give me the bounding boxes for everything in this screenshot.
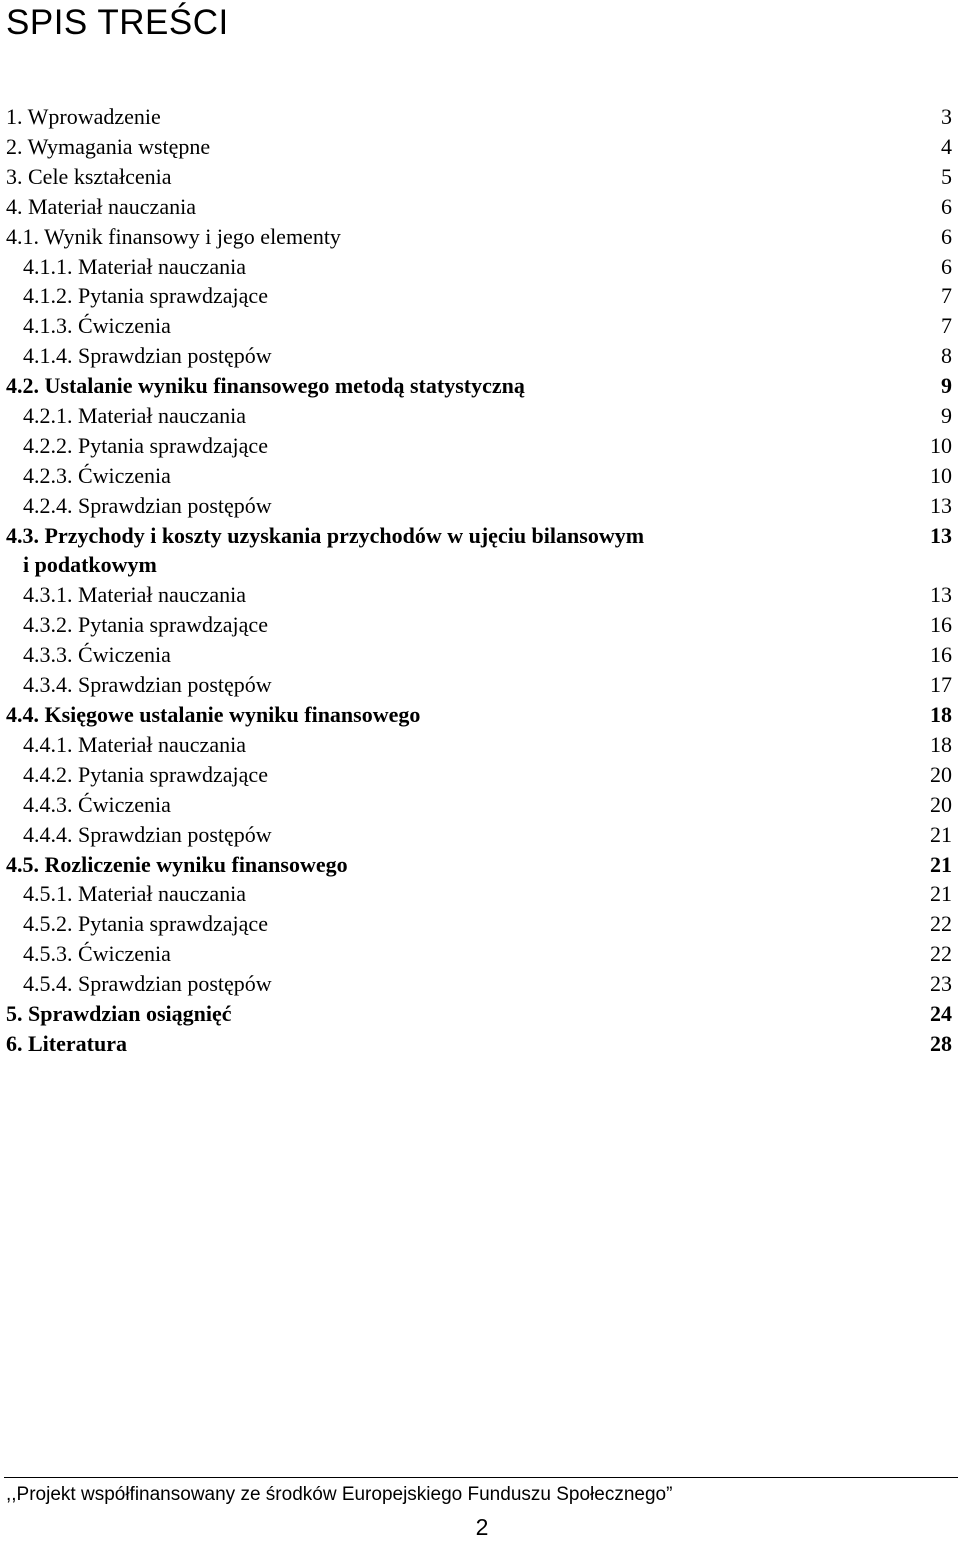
toc-entry-page: 5: [941, 163, 952, 189]
toc-entry[interactable]: [0, 341, 960, 371]
toc-entry[interactable]: [0, 132, 960, 162]
toc-entry-label: 4.5.2. Pytania sprawdzające: [23, 911, 268, 937]
toc-entry-page: 13: [930, 522, 952, 548]
toc-entry[interactable]: [0, 401, 960, 431]
toc-entry-label: 4.5.1. Materiał nauczania: [23, 881, 246, 907]
toc-entry-label: 4.2.2. Pytania sprawdzające: [23, 432, 268, 458]
toc-entry-page: 4: [941, 133, 952, 159]
toc-entry-page: 16: [930, 642, 952, 668]
toc-entry-page: 23: [930, 971, 952, 997]
toc-entry-page: 20: [930, 791, 952, 817]
toc-entry[interactable]: [0, 999, 960, 1029]
toc-entry-label: 4.5. Rozliczenie wyniku finansowego: [6, 851, 348, 877]
toc-entry[interactable]: [0, 521, 960, 551]
toc-entry-page: 6: [941, 223, 952, 249]
toc-entry-label: 4.2.4. Sprawdzian postępów: [23, 492, 272, 518]
toc-entry-label: 4.4.2. Pytania sprawdzające: [23, 761, 268, 787]
toc-entry-label: 4.1.4. Sprawdzian postępów: [23, 343, 272, 369]
toc-entry-label: 4.3. Przychody i koszty uzyskania przychodów w ujęciu bilansowym: [6, 522, 645, 548]
toc-entry-page: 21: [930, 851, 952, 877]
toc-entry[interactable]: [0, 491, 960, 521]
toc-entry-label: 4.4.1. Materiał nauczania: [23, 731, 246, 757]
toc-entry-page: 3: [941, 104, 952, 129]
toc-entry-label: 4.3.4. Sprawdzian postępów: [23, 672, 272, 698]
toc-entry-label: 4.5.4. Sprawdzian postępów: [23, 971, 272, 997]
toc-entry[interactable]: [0, 580, 960, 610]
toc-entry-page: 22: [930, 941, 952, 967]
toc-entry[interactable]: [0, 311, 960, 341]
toc-entry-label: 4.3.2. Pytania sprawdzające: [23, 612, 268, 638]
toc-entry[interactable]: [0, 431, 960, 461]
toc-entry[interactable]: [0, 969, 960, 999]
toc-entry[interactable]: [0, 700, 960, 730]
toc-entry-page: 21: [930, 881, 952, 907]
toc-entry[interactable]: [0, 670, 960, 700]
toc-entry-label: 2. Wymagania wstępne: [6, 133, 211, 159]
toc-entry-label: 4.4.4. Sprawdzian postępów: [23, 821, 272, 847]
toc-entry[interactable]: [0, 192, 960, 222]
toc-entry[interactable]: [0, 371, 960, 401]
toc-entry-label: 4.2.3. Ćwiczenia: [23, 462, 171, 488]
toc-entry-page: 7: [941, 313, 952, 339]
toc-entry-label: 4.3.3. Ćwiczenia: [23, 642, 171, 668]
toc-entry-page: 9: [941, 373, 952, 399]
toc-entry-label: 4.4.3. Ćwiczenia: [23, 791, 171, 817]
toc-entry[interactable]: [0, 850, 960, 880]
toc-entry-page: 10: [930, 462, 952, 488]
toc-entry-page: 8: [941, 343, 952, 369]
toc-entry-label: 4.1.2. Pytania sprawdzające: [23, 283, 268, 309]
toc-entry-page: 7: [941, 283, 952, 309]
toc-entry-page: 20: [930, 761, 952, 787]
toc-entry-label: 4.4. Księgowe ustalanie wyniku finansowego: [6, 702, 421, 727]
toc-entry-label: 5. Sprawdzian osiągnięć: [6, 1001, 232, 1026]
page-number-container: [0, 1513, 960, 1541]
toc-entry-label: 4.1.1. Materiał nauczania: [23, 253, 246, 279]
toc-entry-page: 18: [930, 731, 952, 757]
footer-divider: [4, 1477, 958, 1478]
toc-entry-label: 4.2. Ustalanie wyniku finansowego metodą statystyczną: [6, 373, 525, 399]
toc-entry[interactable]: [0, 1029, 960, 1059]
toc-entry[interactable]: [0, 909, 960, 939]
page-title: SPIS TREŚCI: [6, 3, 229, 42]
toc-entry-label: 4.3.1. Materiał nauczania: [23, 582, 246, 608]
toc-entry-page: 6: [941, 193, 952, 219]
toc-entry[interactable]: [0, 252, 960, 282]
toc-entry-page: 13: [930, 492, 952, 518]
toc-entry-continuation: i podatkowym: [23, 551, 157, 577]
toc-entry-page: 28: [930, 1030, 952, 1056]
toc-entry-label: 4. Materiał nauczania: [6, 193, 196, 219]
footer-funding-note: ,,Projekt współfinansowany ze środków Europejskiego Funduszu Społecznego”: [6, 1484, 673, 1505]
toc-entry[interactable]: [0, 461, 960, 491]
toc-entry-label: 6. Literatura: [6, 1030, 127, 1056]
toc-entry[interactable]: [0, 222, 960, 252]
toc-entry-page: 13: [930, 582, 952, 608]
toc-entry-label: 4.1. Wynik finansowy i jego elementy: [6, 223, 341, 249]
toc-entry-page: 10: [930, 432, 952, 458]
toc-entry-page: 17: [930, 672, 952, 698]
toc-entry-label: 3. Cele kształcenia: [6, 163, 172, 189]
toc-entry-label: 1. Wprowadzenie: [6, 104, 161, 129]
toc-entry-page: 21: [930, 821, 952, 847]
toc-entry[interactable]: [0, 879, 960, 909]
toc-entry[interactable]: [0, 820, 960, 850]
toc-entry-label: 4.5.3. Ćwiczenia: [23, 941, 171, 967]
toc-entry[interactable]: [0, 162, 960, 192]
toc-entry[interactable]: [0, 281, 960, 311]
toc-entry-label: 4.1.3. Ćwiczenia: [23, 313, 171, 339]
toc-entry[interactable]: [0, 760, 960, 790]
toc-entry-page: 16: [930, 612, 952, 638]
toc-entry[interactable]: [0, 790, 960, 820]
toc-entry-page: 6: [941, 253, 952, 279]
toc-entry[interactable]: [0, 610, 960, 640]
toc-entry-page: 18: [930, 702, 952, 727]
toc-entry[interactable]: [0, 640, 960, 670]
toc-entry-page: 22: [930, 911, 952, 937]
toc-entry[interactable]: [0, 730, 960, 760]
toc-entry-page: 24: [930, 1001, 952, 1026]
toc-entry[interactable]: [0, 939, 960, 969]
toc-entry[interactable]: [0, 102, 960, 132]
toc-entry-page: 9: [941, 403, 952, 428]
toc-entry-label: 4.2.1. Materiał nauczania: [23, 403, 246, 428]
page-number: 2: [475, 1514, 489, 1540]
